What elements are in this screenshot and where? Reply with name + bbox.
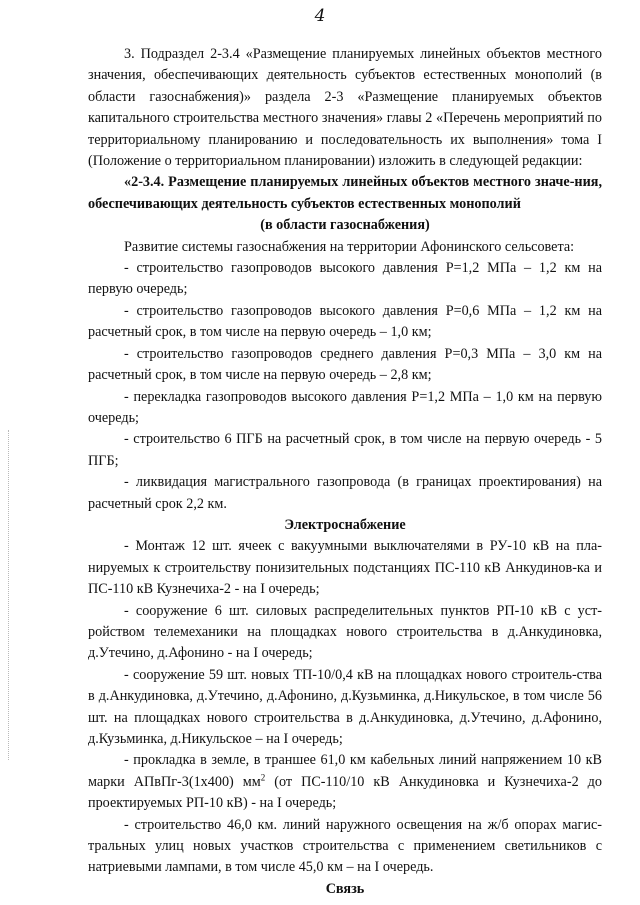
gas-item: - ликвидация магистрального газопровода (в границах проектирования) на расчетный срок 2,2 км. <box>88 474 602 512</box>
intro-paragraph: 3. Подраздел 2-3.4 «Размещение планируемых линейных объектов местного значения, обеспечивающих деятельность субъектов естественных монополий (в области газоснабжения)» раздела 2-3 «Размещение планируемых объектов капитального строительства местного значения» главы 2 «Перечень мероприятий по территориальному планированию и последовательность их выполнения» тома I (Положение о территориальном планировании) изложить в следующей редакции: <box>88 46 602 170</box>
gas-item: - строительство газопроводов высокого давления Р=0,6 МПа – 1,2 км на расчетный срок, в том числе на первую очередь – 1,0 км; <box>88 302 602 341</box>
cable-item <box>88 750 602 814</box>
cable-text-a: - прокладка в земле, в траншее 61,0 км кабельных линий напряжением 10 кВ марки АПвПг-3(1х400) мм <box>88 752 602 790</box>
section-subheading: (в области газоснабжения) <box>260 217 430 234</box>
comm-heading: Связь <box>325 880 365 897</box>
lighting-item: - строительство 46,0 км. линий наружного освещения на ж/б опорах магис-тральных улиц новых участков строительства с применением светильников с натриевыми лампами, в том числе 45,0 км – на I очередь. <box>88 816 602 876</box>
gas-item: - строительство газопроводов среднего давления Р=0,3 МПа – 3,0 км на расчетный срок, в том числе на первую очередь – 2,8 км; <box>88 345 602 384</box>
cable-superscript: 2 <box>260 772 266 783</box>
section-heading: «2-3.4. Размещение планируемых линейных объектов местного значе-ния, обеспечивающих деятельность субъектов естественных монополий <box>88 174 602 212</box>
power-item: - сооружение 59 шт. новых ТП-10/0,4 кВ на площадках нового строитель-ства в д.Анкудиновка, д.Утечино, д.Афонино, д.Кузьминка, д.Никульское, в том числе 56 шт. на площадках нового строительства в д.Анкудиновка, д.Утечино, д.Афонино, д.Кузьминка, д.Никульское – на I очередь; <box>88 666 602 747</box>
gas-item: - перекладка газопроводов высокого давления Р=1,2 МПа – 1,0 км на первую очередь; <box>88 388 602 426</box>
power-heading: Электроснабжение <box>284 516 406 533</box>
document-body <box>88 44 602 900</box>
scan-edge-mark <box>8 430 13 760</box>
power-item: - Монтаж 12 шт. ячеек с вакуумными выключателями в РУ-10 кВ на пла-нируемых к строительству понизительных подстанциях ПС-110 кВ Анкудинов-ка и ПС-110 кВ Кузнечиха-2 - на I очередь; <box>88 538 602 598</box>
page-number: 4 <box>314 6 326 26</box>
power-item: - сооружение 6 шт. силовых распределительных пунктов РП-10 кВ с уст-ройством телемеханики на площадках нового строительства в д.Анкудиновка, д.Утечино, д.Афонино - на I очередь; <box>88 602 602 662</box>
gas-item: - строительство 6 ПГБ на расчетный срок, в том числе на первую очередь - 5 ПГБ; <box>88 431 602 469</box>
gas-lead: Развитие системы газоснабжения на территории Афонинского сельсовета: <box>124 238 575 255</box>
gas-item: - строительство газопроводов высокого давления Р=1,2 МПа – 1,2 км на первую очередь; <box>88 260 602 298</box>
cable-text-b: (от ПС-110/10 кВ Анкудиновка и Кузнечиха-2 до проектируемых РП-10 кВ) - на I очередь; <box>88 773 602 812</box>
